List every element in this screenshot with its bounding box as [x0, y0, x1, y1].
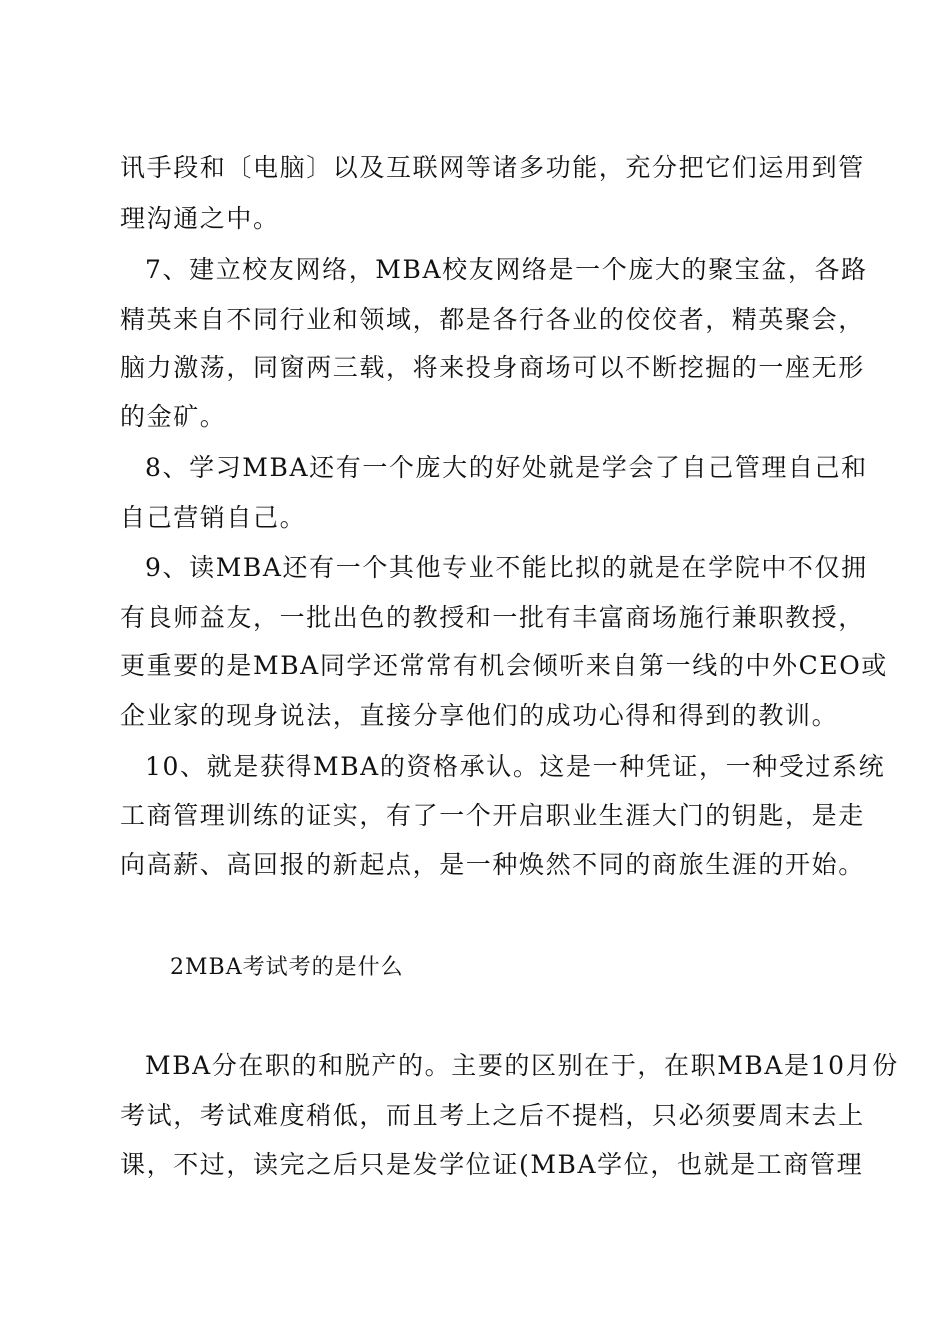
text-line: 精英来自不同行业和领域，都是各行各业的佼佼者，精英聚会， — [120, 305, 865, 334]
text-line: 工商管理训练的证实，有了一个开启职业生涯大门的钥匙，是走 — [120, 801, 865, 830]
text-line: 企业家的现身说法，直接分享他们的成功心得和得到的教训。 — [120, 701, 839, 730]
text-line: 有良师益友，一批出色的教授和一批有丰富商场施行兼职教授， — [120, 603, 865, 632]
text-line: 10、就是获得MBA的资格承认。这是一种凭证，一种受过系统 — [145, 752, 886, 781]
text-line: 更重要的是MBA同学还常常有机会倾听来自第一线的中外CEO或 — [120, 651, 888, 680]
text-line: 考试，考试难度稍低，而且考上之后不提档，只必须要周末去上 — [120, 1101, 865, 1130]
text-line: 课，不过，读完之后只是发学位证(MBA学位，也就是工商管理 — [120, 1150, 864, 1179]
text-line: 理沟通之中。 — [120, 204, 280, 233]
text-line: 向高薪、高回报的新起点，是一种焕然不同的商旅生涯的开始。 — [120, 850, 865, 879]
section-heading: 2MBA考试考的是什么 — [170, 955, 404, 980]
text-line: 9、读MBA还有一个其他专业不能比拟的就是在学院中不仅拥 — [145, 553, 868, 582]
text-line: 7、建立校友网络，MBA校友网络是一个庞大的聚宝盆，各路 — [145, 255, 868, 284]
text-line: 脑力激荡，同窗两三载，将来投身商场可以不断挖掘的一座无形 — [120, 353, 865, 382]
text-line: 自己营销自己。 — [120, 503, 307, 532]
text-line: MBA分在职的和脱产的。主要的区别在于，在职MBA是10月份 — [145, 1051, 899, 1080]
text-line: 的金矿。 — [120, 402, 227, 431]
text-line: 8、学习MBA还有一个庞大的好处就是学会了自己管理自己和 — [145, 453, 868, 482]
text-line: 讯手段和〔电脑〕以及互联网等诸多功能，充分把它们运用到管 — [120, 153, 865, 182]
